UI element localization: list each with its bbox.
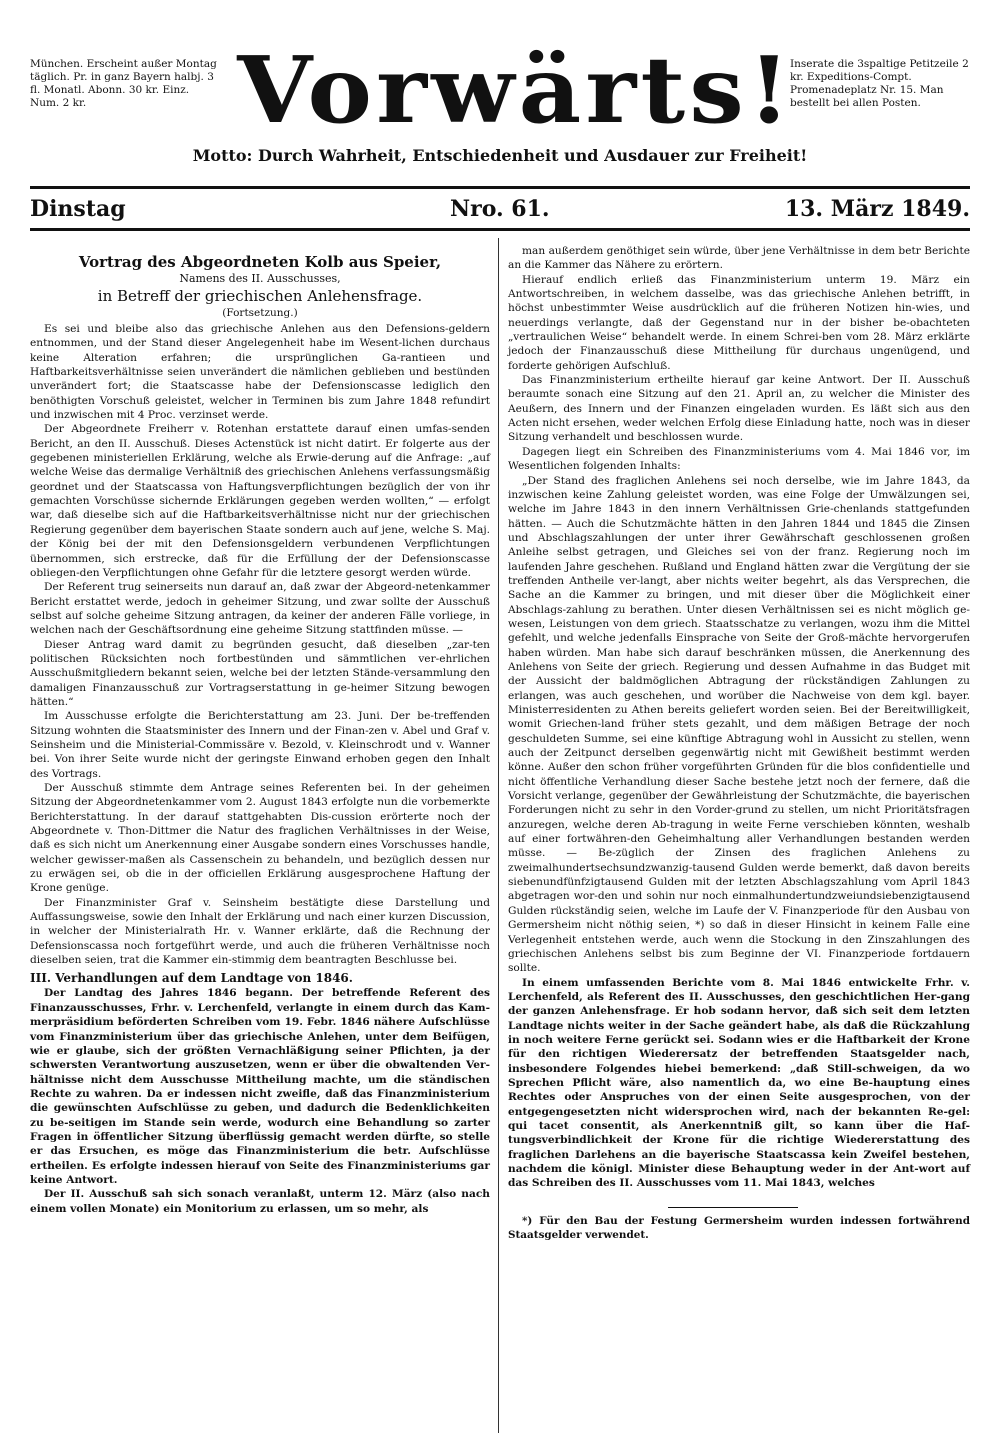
paragraph: Dieser Antrag ward damit zu begründen gesucht, daß dieselben „zar-ten politischen Rücksichten noch fortbestünden und sämmtlichen ver-ehrlichen Ausschußmitgliedern bekannt seien, welche bei der letzten Stände-versammlung den damaligen Finanzausschuß zur Vortragserstattung in ge-heimer Sitzung bewogen hätten.“: [30, 638, 490, 708]
dateline-rule: [30, 228, 970, 231]
section-heading: III. Verhandlungen auf dem Landtage von 1846.: [30, 971, 353, 986]
motto: Motto: Durch Wahrheit, Entschiedenheit und Ausdauer zur Freiheit!: [192, 146, 808, 165]
footnote-rule: [668, 1207, 798, 1208]
column-divider: [498, 238, 499, 1433]
issue-number: Nro. 61.: [450, 196, 550, 222]
paragraph: Der II. Ausschuß sah sich sonach veranlaßt, unterm 12. März (also nach einem vollen Monate) ein Monitorium zu erlassen, um so mehr, als: [30, 1188, 490, 1215]
article-heading: Vortrag des Abgeordneten Kolb aus Speier,: [78, 253, 442, 271]
paragraph: man außerdem genöthiget sein würde, über jene Verhältnisse in dem betr Berichte an die Kammer das Nähere zu erörtern.: [508, 245, 970, 272]
paragraph: Der Ausschuß stimmte dem Antrage seines Referenten bei. In der geheimen Sitzung der Abgeordnetenkammer vom 2. August 1843 erfolgte nun die vorbemerkte Berichterstattung. In der darauf stattgehabten Dis-cussion erörterte noch der Abgeordnete v. Thon-Dittmer die Natur des fraglichen Verhältnisses in der Weise, daß es sich nicht um Anerkennung einer Ausgabe sondern eines Vorschusses handle, welcher gewisser-maßen als Cassenschein zu behandeln, und bezüglich dessen nur zu erwägen sei, ob die in der officiellen Erklärung ausgesprochene Haftung der Krone genüge.: [30, 782, 490, 895]
top-rule: [30, 186, 970, 189]
paragraph: „Der Stand des fraglichen Anlehens sei noch derselbe, wie im Jahre 1843, da inzwischen keine Zahlung geleistet worden, was eine Folge der Umwälzungen sei, welche im Jahre 1843 in den innern Verhältnissen Grie-chenlands stattgefunden hätten. — Auch die Schutzmächte hätten in den Jahren 1844 und 1845 die Zinsen und Abschlagszahlungen der unter ihrer Gewährschaft geschlossenen großen Anleihe selbst getragen, und Gleiches sei von der franz. Regierung noch im laufenden Jahre geschehen. Rußland und England hätten zwar die Vergütung der sie treffenden Antheile ver-langt, aber nichts weiter begehrt, als das Versprechen, die Sache an die Kammer zu bringen, und mit dieser über die Möglichkeit einer Abschlags-zahlung zu berathen. Unter diesen Verhältnissen sei es nicht möglich ge-wesen, Leistungen von dem griech. Staatsschatze zu verlangen, wozu ihm die Mittel gefehlt, und welche jedenfalls Einsprache von Seite der Groß-mächte hervorgerufen haben würden. Man habe sich darauf beschränken müssen, die Anerkennung des Anlehens von Seite der griech. Regierung und dessen Aufnahme in das Budget mit der Aussicht der baldmöglichen Abtragung der rückständigen Zahlungen zu erlangen, was auch geschehen, und worüber die Nachweise von dem kgl. bayer. Ministerresidenten zu Athen bereits geliefert worden seien. Bei der Bereitwilligkeit, womit Griechen-land früher stets gezahlt, und dem mäßigen Betrage der noch geschuldeten Summe, sei eine künftige Abtragung wohl in Aussicht zu stellen, wenn auch der Zeitpunct derselben gegenwärtig nicht mit Gewißheit bestimmt werden könne. Außer den schon früher vorgeführten Gründen für die blos confidentielle und nicht öffentliche Verhandlung dieser Sache bestehe jetzt noch der fernere, daß die Vorsicht verlange, gegenüber der Gewährleistung der Schutzmächte, die bayerischen Forderungen nicht zu sehr in den Vorder-grund zu stellen, um nicht Prioritätsfragen anzuregen, welche deren Ab-tragung in weite Ferne verschieben könnten, weshalb auf einer fortwähren-den Geheimhaltung aller Verhandlungen bestanden werden müsse. — Be-züglich der Zinsen des fraglichen Anlehens zu zweimalhundertsechsundzwanzig-tausend Gulden werde bemerkt, daß davon bereits siebenundfünfzigtausend Gulden mit der letzten Abschlagszahlung vom April 1843 abgetragen wor-den und sohin nur noch einmalhundertundzweiundsiebenzigtausend Gulden rückständig seien, welche im Laufe der V. Finanzperiode für den Ausbau von Germersheim nicht nöthig seien, *) so daß in dieser Hinsicht in keinem Falle eine Verlegenheit entstehen werde, auch wenn die Stockung in den Zinszahlungen des griechischen Anlehens selbst bis zum Beginne der VI. Finanzperiode fortdauern sollte.: [508, 474, 970, 975]
masthead-left-info: München. Erscheint außer Montag täglich. Pr. in ganz Bayern halbj. 3 fl. Monatl. Abonn. 30 kr. Einz. Num. 2 kr.: [30, 58, 217, 109]
article-subheading: Namens des II. Ausschusses,: [179, 272, 341, 285]
paragraph: Der Referent trug seinerseits nun darauf an, daß zwar der Abgeord-netenkammer Bericht erstattet werde, jedoch in geheimer Sitzung, und zwar sollte der Ausschuß selbst auf solche geheime Sitzung antragen, da keiner der anderen Fälle vorliege, in welchen nach der Geschäftsordnung eine geheime Sitzung stattfinden müsse. —: [30, 581, 490, 637]
article-topic: in Betreff der griechischen Anlehensfrage.: [97, 287, 423, 305]
newspaper-title: Vorwärts!: [237, 36, 795, 144]
paragraph: Im Ausschusse erfolgte die Berichterstattung am 23. Juni. Der be-treffenden Sitzung wohnten die Staatsminister des Innern und der Finan-zen v. Abel und Graf v. Seinsheim und die Ministerial-Commissäre v. Bezold, v. Kleinschrodt und v. Wanner bei. Von ihrer Seite wurde nicht der geringste Einwand erhoben gegen den Inhalt des Vortrags.: [30, 710, 490, 780]
masthead-right-info: Inserate die 3spaltige Petitzeile 2 kr. Expeditions-Compt. Promenadeplatz Nr. 15. Man bestellt bei allen Posten.: [790, 58, 969, 109]
paragraph: Der Landtag des Jahres 1846 begann. Der betreffende Referent des Finanzausschusses, Frhr. v. Lerchenfeld, verlangte in einem durch das Kam-merpräsidium beförderten Schreiben vom 19. Febr. 1846 nähere Aufschlüsse vom Finanzministerium über das griechische Anlehen, unter dem Beifügen, wie er glaube, sich der größten Vernachläßigung seiner Pflichten, ja der schwersten Verantwortung auszusetzen, wenn er über die obwaltenden Ver-hältnisse nicht dem Ausschusse Mittheilung machte, um die ständischen Rechte zu wahren. Da er indessen nicht zweifle, daß das Finanzministerium die gewünschten Aufschlüsse zu geben, und dadurch die Bedenklichkeiten zu be-seitigen im Stande sein werde, wodurch eine Behandlung so zarter Fragen in öffentlicher Sitzung überflüssig gemacht werden dürfte, so stelle er das Ersuchen, es möge das Finanzministerium die betr. Aufschlüsse ertheilen. Es erfolgte indessen hierauf von Seite des Finanzministeriums gar keine Antwort.: [30, 987, 490, 1186]
left-column: [30, 244, 490, 1216]
footnote: *) Für den Bau der Festung Germersheim wurden indessen fortwährend Staatsgelder verwendet.: [508, 1214, 970, 1241]
paragraph: Es sei und bleibe also das griechische Anlehen aus den Defensions-geldern entnommen, und der Stand dieser Angelegenheit habe im Wesent-lichen durchaus keine Alteration erfahren; die ursprünglichen Ga-rantieen und Haftbarkeitsverhältnisse seien unverändert die nämlichen geblieben und bestünden unverändert fort; die Staatscasse habe der Defensionscasse lediglich den benöthigten Vorschuß geleistet, welcher in Terminen bis zum Jahre 1848 refundirt und inzwischen mit 4 Proc. verzinset werde.: [30, 323, 490, 422]
paragraph: In einem umfassenden Berichte vom 8. Mai 1846 entwickelte Frhr. v. Lerchenfeld, als Referent des II. Ausschusses, den geschichtlichen Her-gang der ganzen Anlehensfrage. Er hob sodann hervor, daß sich seit dem letzten Landtage nichts weiter in der Sache geändert habe, als daß die Rückzahlung in noch weitere Ferne gerückt sei. Sodann wies er die Haftbarkeit der Krone für den richtigen Wiederersatz der betreffenden Staatsgelder nach, insbesondere Folgendes hiebei bemerkend: „daß Still-schweigen, da wo Sprechen Pflicht wäre, also namentlich da, wo eine Be-hauptung eines Rechtes oder Anspruches von der einen Seite ausgesprochen, von der entgegengesetzten nicht widersprochen wird, nach der bekannten Re-gel: qui tacet consentit, als Anerkenntniß gilt, so kann über die Haf-tungsverbindlichkeit der Krone für die richtige Wiedererstattung des fraglichen Darlehens an die bayerische Staatscassa kein Zweifel bestehen, nachdem die königl. Minister diese Behauptung weder in der Ant-wort auf das Schreiben des II. Ausschusses vom 11. Mai 1843, welches: [508, 976, 970, 1190]
dateline: [30, 196, 970, 226]
paragraph: Der Abgeordnete Freiherr v. Rotenhan erstattete darauf einen umfas-senden Bericht, an den II. Ausschuß. Dieses Actenstück ist nicht datirt. Er folgerte aus der gegebenen ministeriellen Erklärung, welche als Erwie-derung auf die Anfrage: „auf welche Weise das dermalige Verhältniß des griechischen Anlehens verfassungsmäßig geordnet und der Staatscassa von Haftungsverpflichtungen bezüglich der von ihr gemachten Vorschüsse sichernde Erklärungen gegeben werden wollten,“ — erfolgt war, daß dieselbe sich auf die Haftbarkeitsverhältnisse nicht nur der griechischen Regierung gegenüber dem bayerischen Staate sondern auch auf jene, welche S. Maj. der König bei der mit den Defensionsgeldern verbundenen Verpflichtungen übernommen, sich erstrecke, daß für die Erfüllung der der Defensionscasse obliegen-den Verpflichtungen ohne Gefahr für die letztere gesorgt werden würde.: [30, 423, 490, 579]
right-column: [508, 244, 970, 1242]
issue-date: 13. März 1849.: [784, 196, 970, 222]
paragraph: Dagegen liegt ein Schreiben des Finanzministeriums vom 4. Mai 1846 vor, im Wesentlichen folgenden Inhalts:: [508, 445, 970, 473]
paragraph: Das Finanzministerium ertheilte hierauf gar keine Antwort. Der II. Ausschuß beraumte sonach eine Sitzung auf den 21. April an, zu welcher die Minister des Aeußern, des Innern und der Finanzen eingeladen wurden. Es läßt sich aus den Acten nicht ersehen, weder welchen Erfolg diese Einladung hatte, noch was in dieser Sitzung verhandelt und beschlossen wurde.: [508, 374, 970, 444]
paragraph: Der Finanzminister Graf v. Seinsheim bestätigte diese Darstellung und Auffassungsweise, sowie den Inhalt der Erklärung und nach einer kurzen Discussion, in welcher der Ministerialrath Hr. v. Wanner erklärte, daß die Rechnung der Defensionscassa noch fortgeführt werde, und auch die früheren Verhältnisse noch dieselben seien, trat die Kammer ein-stimmig dem beantragten Beschlusse bei.: [30, 896, 490, 967]
paragraph: Hierauf endlich erließ das Finanzministerium unterm 19. März ein Antwortschreiben, in welchem dasselbe, was das griechische Anlehen betrifft, in höchst unbestimmter Weise ausdrücklich auf die früheren Notizen hin-wies, und neuerdings verlangte, daß der Gegenstand nur in der bisher be-obachteten „vertraulichen Weise“ behandelt werde. In einem Schrei-ben vom 28. März erklärte jedoch der Finanzausschuß diese Mittheilung für durchaus ungenügend, und forderte gehörigen Aufschluß.: [508, 273, 970, 372]
issue-day: Dinstag: [30, 196, 126, 222]
continuation-note: (Fortsetzung.): [222, 307, 298, 319]
